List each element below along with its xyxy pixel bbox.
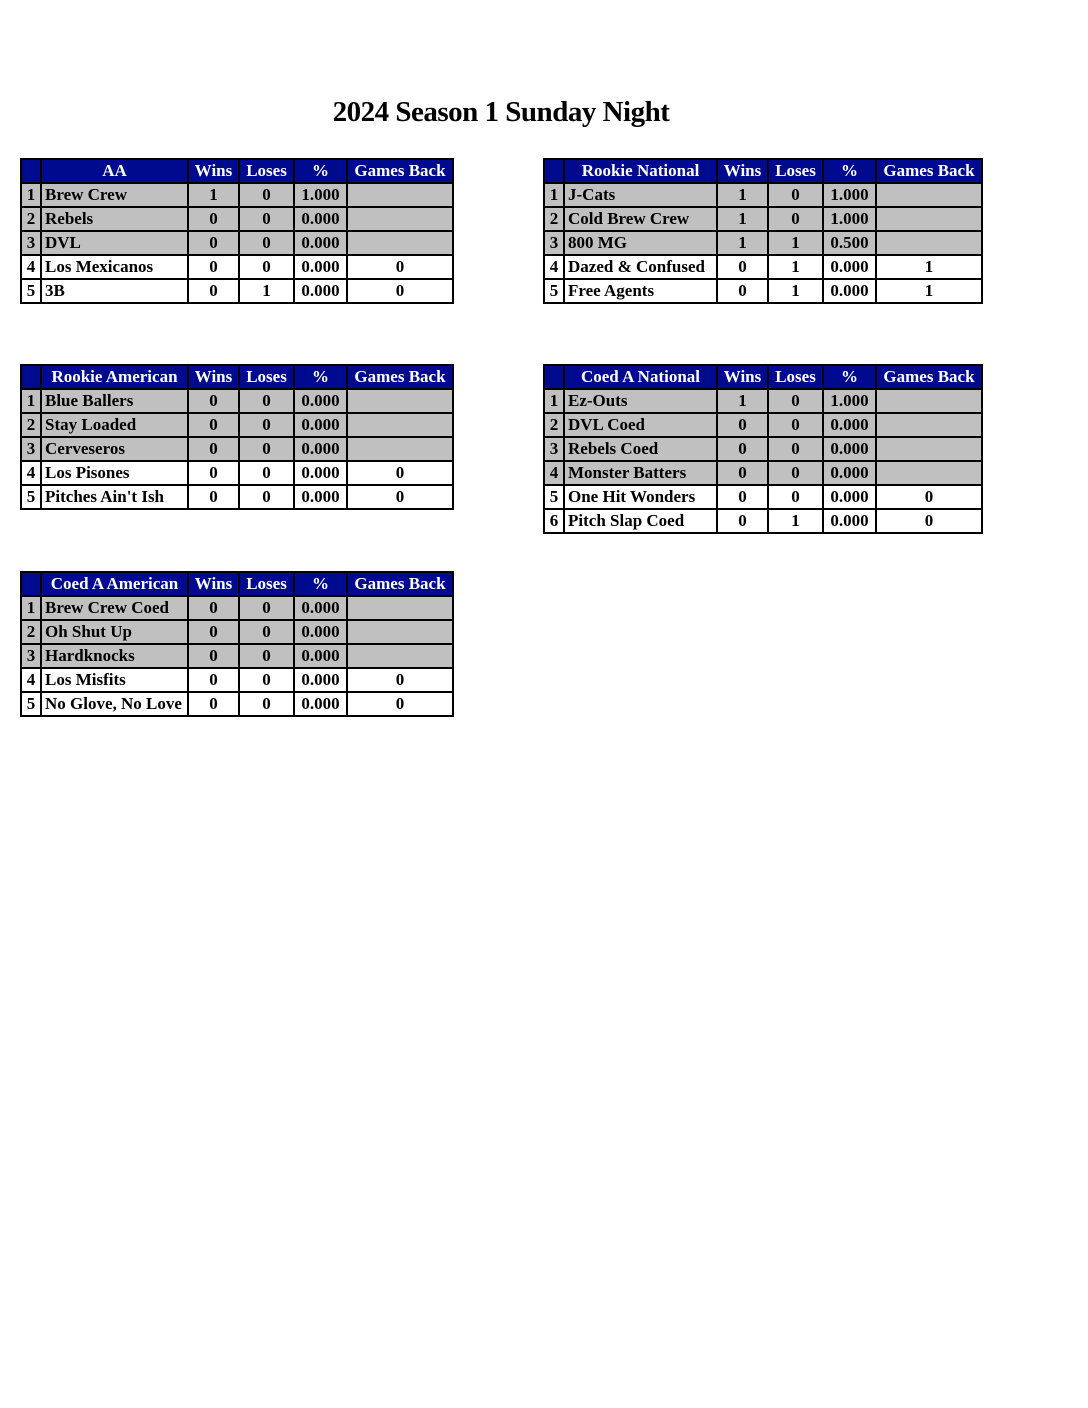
rank-cell: 5 <box>544 279 564 303</box>
wins-cell: 1 <box>717 231 768 255</box>
games-back-cell <box>347 207 453 231</box>
table-row <box>544 461 982 485</box>
loses-cell: 0 <box>239 620 294 644</box>
team-cell: Los Misfits <box>41 668 188 692</box>
pct-header: % <box>294 159 347 183</box>
loses-cell: 0 <box>768 207 823 231</box>
rank-cell: 5 <box>21 692 41 716</box>
division-name: Coed A American <box>41 572 188 596</box>
pct-header: % <box>823 159 876 183</box>
wins-cell: 0 <box>188 207 239 231</box>
team-cell: Oh Shut Up <box>41 620 188 644</box>
wins-cell: 0 <box>717 437 768 461</box>
table-row <box>21 255 453 279</box>
standings-table-aa <box>20 158 454 304</box>
loses-cell: 0 <box>239 437 294 461</box>
games-back-header: Games Back <box>876 365 982 389</box>
pct-cell: 0.500 <box>823 231 876 255</box>
rank-cell: 3 <box>544 437 564 461</box>
team-cell: Cerveseros <box>41 437 188 461</box>
wins-cell: 0 <box>188 437 239 461</box>
header-row <box>21 159 453 183</box>
pct-cell: 0.000 <box>823 461 876 485</box>
games-back-header: Games Back <box>347 365 453 389</box>
table-row <box>21 279 453 303</box>
division-name: Coed A National <box>564 365 717 389</box>
team-cell: Blue Ballers <box>41 389 188 413</box>
pct-cell: 0.000 <box>294 596 347 620</box>
pct-header: % <box>823 365 876 389</box>
pct-cell: 0.000 <box>294 413 347 437</box>
table-row <box>544 279 982 303</box>
wins-cell: 0 <box>717 509 768 533</box>
loses-cell: 0 <box>239 461 294 485</box>
team-cell: One Hit Wonders <box>564 485 717 509</box>
games-back-cell <box>347 389 453 413</box>
division-name: AA <box>41 159 188 183</box>
table-row <box>21 668 453 692</box>
wins-cell: 0 <box>188 668 239 692</box>
header-row <box>544 159 982 183</box>
table-row <box>21 620 453 644</box>
rank-cell: 4 <box>544 255 564 279</box>
pct-cell: 0.000 <box>294 485 347 509</box>
loses-cell: 0 <box>239 644 294 668</box>
table-row <box>544 437 982 461</box>
loses-header: Loses <box>239 159 294 183</box>
team-cell: Ez-Outs <box>564 389 717 413</box>
wins-cell: 0 <box>188 461 239 485</box>
header-row <box>21 365 453 389</box>
wins-header: Wins <box>188 572 239 596</box>
games-back-header: Games Back <box>347 572 453 596</box>
pct-cell: 1.000 <box>823 389 876 413</box>
loses-header: Loses <box>768 365 823 389</box>
games-back-cell <box>876 207 982 231</box>
rank-cell: 4 <box>21 461 41 485</box>
games-back-cell: 0 <box>347 255 453 279</box>
team-cell: Monster Batters <box>564 461 717 485</box>
wins-cell: 0 <box>188 255 239 279</box>
games-back-cell: 0 <box>347 279 453 303</box>
table-row <box>544 509 982 533</box>
rank-cell: 5 <box>544 485 564 509</box>
wins-cell: 0 <box>717 461 768 485</box>
pct-header: % <box>294 572 347 596</box>
team-cell: No Glove, No Love <box>41 692 188 716</box>
standings-table-rookie-national <box>543 158 983 304</box>
pct-cell: 0.000 <box>294 389 347 413</box>
team-cell: 3B <box>41 279 188 303</box>
pct-cell: 0.000 <box>294 255 347 279</box>
games-back-cell: 0 <box>347 692 453 716</box>
loses-cell: 0 <box>239 389 294 413</box>
loses-cell: 0 <box>768 389 823 413</box>
rank-cell: 3 <box>21 437 41 461</box>
wins-cell: 0 <box>188 231 239 255</box>
games-back-cell <box>347 596 453 620</box>
games-back-cell: 1 <box>876 279 982 303</box>
wins-cell: 0 <box>188 620 239 644</box>
games-back-cell <box>347 620 453 644</box>
team-cell: Los Mexicanos <box>41 255 188 279</box>
rank-cell: 5 <box>21 279 41 303</box>
wins-cell: 0 <box>188 644 239 668</box>
wins-cell: 1 <box>717 389 768 413</box>
rank-cell: 2 <box>544 207 564 231</box>
team-cell: Rebels <box>41 207 188 231</box>
games-back-cell <box>876 231 982 255</box>
table-row <box>544 485 982 509</box>
rank-header <box>21 365 41 389</box>
standings-table-rookie-american <box>20 364 454 510</box>
division-name: Rookie National <box>564 159 717 183</box>
loses-cell: 0 <box>768 461 823 485</box>
loses-cell: 0 <box>768 183 823 207</box>
games-back-cell: 0 <box>347 668 453 692</box>
games-back-cell: 0 <box>876 509 982 533</box>
wins-header: Wins <box>188 365 239 389</box>
games-back-cell <box>876 183 982 207</box>
table-row <box>21 413 453 437</box>
loses-cell: 0 <box>239 207 294 231</box>
standings-table-coed-a-national <box>543 364 983 534</box>
games-back-cell: 0 <box>876 485 982 509</box>
games-back-cell <box>876 437 982 461</box>
table-row <box>21 692 453 716</box>
wins-cell: 0 <box>188 279 239 303</box>
games-back-header: Games Back <box>347 159 453 183</box>
pct-cell: 0.000 <box>823 485 876 509</box>
games-back-cell <box>347 231 453 255</box>
games-back-cell <box>347 644 453 668</box>
rank-cell: 1 <box>21 389 41 413</box>
pct-cell: 1.000 <box>823 207 876 231</box>
wins-cell: 0 <box>717 255 768 279</box>
pct-cell: 0.000 <box>823 279 876 303</box>
team-cell: Cold Brew Crew <box>564 207 717 231</box>
loses-cell: 0 <box>768 485 823 509</box>
wins-header: Wins <box>717 365 768 389</box>
rank-cell: 1 <box>544 389 564 413</box>
table-row <box>544 413 982 437</box>
team-cell: DVL <box>41 231 188 255</box>
table-row <box>21 437 453 461</box>
rank-cell: 2 <box>21 413 41 437</box>
table-row <box>544 183 982 207</box>
loses-cell: 0 <box>239 231 294 255</box>
rank-cell: 3 <box>21 644 41 668</box>
rank-cell: 1 <box>21 596 41 620</box>
table-row <box>21 461 453 485</box>
loses-cell: 1 <box>768 509 823 533</box>
loses-cell: 1 <box>239 279 294 303</box>
rank-cell: 1 <box>544 183 564 207</box>
table-row <box>544 255 982 279</box>
games-back-cell <box>347 183 453 207</box>
page-title: 2024 Season 1 Sunday Night <box>332 96 670 128</box>
team-cell: Free Agents <box>564 279 717 303</box>
team-cell: Los Pisones <box>41 461 188 485</box>
wins-cell: 0 <box>188 413 239 437</box>
rank-header <box>544 159 564 183</box>
table-row <box>21 231 453 255</box>
games-back-cell: 1 <box>876 255 982 279</box>
table-row <box>21 485 453 509</box>
team-cell: Pitch Slap Coed <box>564 509 717 533</box>
games-back-cell <box>876 413 982 437</box>
loses-cell: 0 <box>239 668 294 692</box>
pct-cell: 0.000 <box>294 279 347 303</box>
pct-cell: 0.000 <box>294 231 347 255</box>
games-back-cell: 0 <box>347 461 453 485</box>
wins-cell: 1 <box>717 183 768 207</box>
team-cell: 800 MG <box>564 231 717 255</box>
wins-cell: 0 <box>188 389 239 413</box>
games-back-cell <box>876 389 982 413</box>
team-cell: Brew Crew Coed <box>41 596 188 620</box>
table-row <box>21 644 453 668</box>
pct-cell: 0.000 <box>823 509 876 533</box>
wins-header: Wins <box>188 159 239 183</box>
team-cell: Brew Crew <box>41 183 188 207</box>
table-row <box>544 389 982 413</box>
pct-cell: 0.000 <box>823 255 876 279</box>
games-back-cell <box>876 461 982 485</box>
table-row <box>544 231 982 255</box>
rank-header <box>544 365 564 389</box>
loses-header: Loses <box>239 572 294 596</box>
wins-header: Wins <box>717 159 768 183</box>
division-name: Rookie American <box>41 365 188 389</box>
wins-cell: 0 <box>717 279 768 303</box>
loses-cell: 0 <box>768 413 823 437</box>
loses-cell: 0 <box>768 437 823 461</box>
wins-cell: 0 <box>717 485 768 509</box>
loses-header: Loses <box>239 365 294 389</box>
team-cell: Stay Loaded <box>41 413 188 437</box>
rank-header <box>21 572 41 596</box>
wins-cell: 0 <box>188 692 239 716</box>
rank-cell: 4 <box>21 668 41 692</box>
games-back-cell <box>347 437 453 461</box>
pct-cell: 0.000 <box>294 207 347 231</box>
loses-cell: 0 <box>239 183 294 207</box>
rank-cell: 4 <box>544 461 564 485</box>
standings-table-coed-a-american <box>20 571 454 717</box>
table-row <box>544 207 982 231</box>
pct-cell: 0.000 <box>294 644 347 668</box>
rank-cell: 3 <box>544 231 564 255</box>
pct-cell: 0.000 <box>294 437 347 461</box>
pct-cell: 0.000 <box>294 461 347 485</box>
pct-cell: 1.000 <box>294 183 347 207</box>
loses-cell: 0 <box>239 596 294 620</box>
team-cell: Dazed & Confused <box>564 255 717 279</box>
table-row <box>21 389 453 413</box>
pct-cell: 0.000 <box>294 620 347 644</box>
pct-cell: 0.000 <box>294 668 347 692</box>
rank-cell: 4 <box>21 255 41 279</box>
games-back-cell <box>347 413 453 437</box>
loses-cell: 0 <box>239 413 294 437</box>
games-back-cell: 0 <box>347 485 453 509</box>
pct-header: % <box>294 365 347 389</box>
rank-cell: 5 <box>21 485 41 509</box>
loses-cell: 1 <box>768 255 823 279</box>
pct-cell: 0.000 <box>823 437 876 461</box>
wins-cell: 0 <box>188 485 239 509</box>
rank-cell: 6 <box>544 509 564 533</box>
table-row <box>21 596 453 620</box>
wins-cell: 1 <box>188 183 239 207</box>
rank-cell: 3 <box>21 231 41 255</box>
pct-cell: 0.000 <box>823 413 876 437</box>
header-row <box>544 365 982 389</box>
table-row <box>21 183 453 207</box>
rank-cell: 2 <box>21 620 41 644</box>
loses-cell: 1 <box>768 279 823 303</box>
loses-cell: 0 <box>239 485 294 509</box>
wins-cell: 0 <box>188 596 239 620</box>
pct-cell: 0.000 <box>294 692 347 716</box>
loses-header: Loses <box>768 159 823 183</box>
rank-header <box>21 159 41 183</box>
team-cell: Hardknocks <box>41 644 188 668</box>
team-cell: Pitches Ain't Ish <box>41 485 188 509</box>
wins-cell: 1 <box>717 207 768 231</box>
loses-cell: 0 <box>239 255 294 279</box>
loses-cell: 1 <box>768 231 823 255</box>
team-cell: J-Cats <box>564 183 717 207</box>
pct-cell: 1.000 <box>823 183 876 207</box>
table-row <box>21 207 453 231</box>
rank-cell: 2 <box>544 413 564 437</box>
loses-cell: 0 <box>239 692 294 716</box>
header-row <box>21 572 453 596</box>
games-back-header: Games Back <box>876 159 982 183</box>
rank-cell: 2 <box>21 207 41 231</box>
team-cell: Rebels Coed <box>564 437 717 461</box>
wins-cell: 0 <box>717 413 768 437</box>
team-cell: DVL Coed <box>564 413 717 437</box>
rank-cell: 1 <box>21 183 41 207</box>
